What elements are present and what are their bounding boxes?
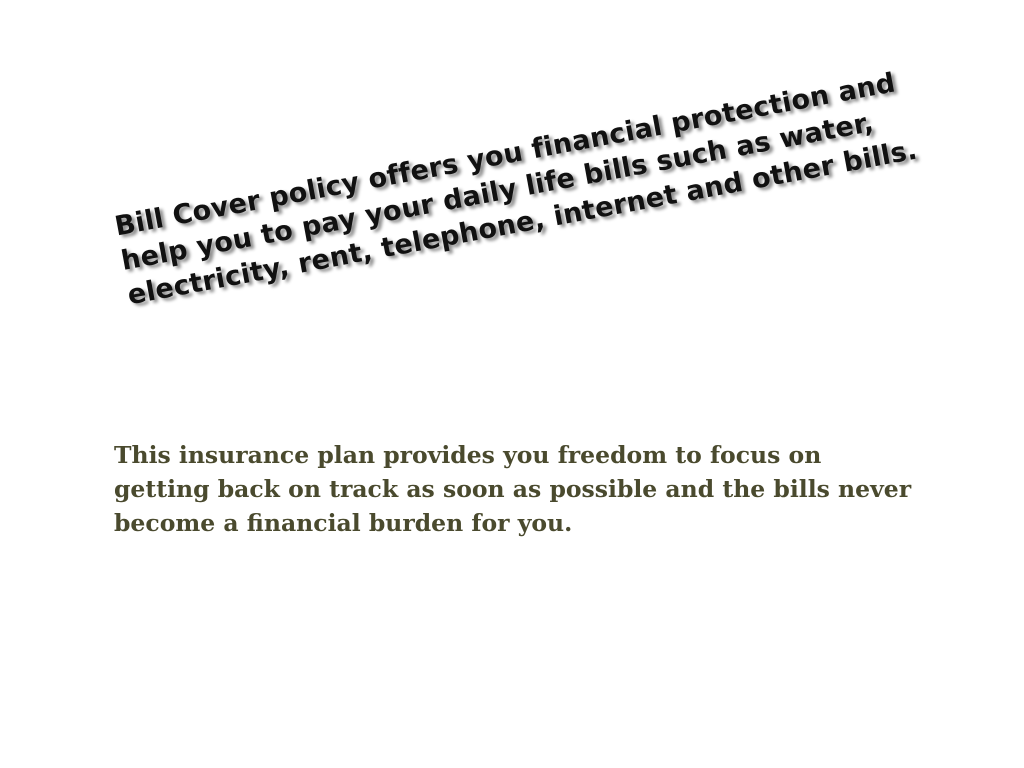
headline-container bbox=[104, 67, 934, 330]
slide-body-text: This insurance plan provides you freedom to focus on getting back on track as soon as possible and the bills never become a financial burden for you. bbox=[114, 441, 912, 537]
slide-headline: Bill Cover policy offers you financial protection and help you to pay your daily life bills such as water, electricity, rent, telephone, internet and other bills. bbox=[112, 67, 920, 312]
